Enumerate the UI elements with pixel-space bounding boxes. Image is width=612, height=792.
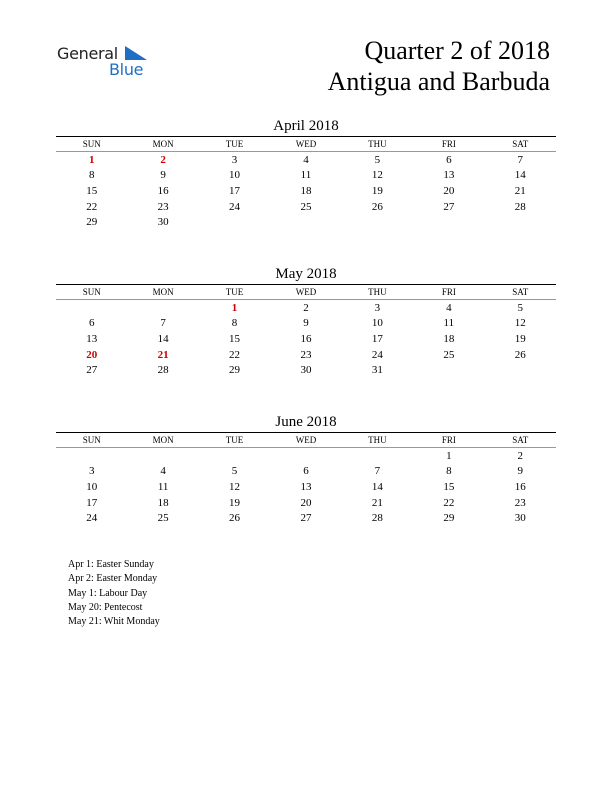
day-cell: 26 <box>514 348 526 361</box>
weekday-header: SUN <box>82 435 101 445</box>
day-cell: 12 <box>229 480 241 493</box>
day-cell: 21 <box>371 496 383 509</box>
day-cell: 27 <box>443 200 455 213</box>
day-cell: 24 <box>371 348 383 361</box>
day-cell: 27 <box>86 364 98 377</box>
week-row <box>56 168 556 184</box>
day-cell: 29 <box>443 512 455 525</box>
holiday-item: May 21: Whit Monday <box>68 616 160 628</box>
day-cell: 10 <box>229 169 241 182</box>
day-cell <box>485 362 556 378</box>
calendar-grid <box>56 137 556 230</box>
day-cell <box>56 448 127 464</box>
day-cell: 9 <box>517 465 524 478</box>
day-cell: 9 <box>303 317 309 330</box>
day-cell: 2 <box>160 153 166 166</box>
day-cell: 23 <box>157 200 169 213</box>
month-calendar-may <box>56 265 556 378</box>
day-cell <box>56 300 127 316</box>
day-cell: 17 <box>371 332 383 345</box>
day-cell: 7 <box>374 465 381 478</box>
day-cell: 3 <box>88 465 95 478</box>
week-row <box>56 199 556 215</box>
month-name: June 2018 <box>275 414 337 430</box>
day-cell: 22 <box>229 348 241 361</box>
weekday-header: TUE <box>225 435 244 445</box>
day-cell <box>270 448 341 464</box>
weekday-header: SUN <box>82 139 101 149</box>
weekday-header: FRI <box>441 287 456 297</box>
day-cell: 5 <box>231 465 238 478</box>
weekday-header: SAT <box>512 435 529 445</box>
day-cell: 13 <box>86 332 98 345</box>
day-cell: 24 <box>86 512 98 525</box>
day-cell: 15 <box>229 332 241 345</box>
day-cell: 19 <box>514 332 526 345</box>
day-cell: 19 <box>371 184 383 197</box>
day-cell: 10 <box>371 317 383 330</box>
weekday-header: TUE <box>225 287 244 297</box>
day-cell: 4 <box>303 153 309 166</box>
week-row <box>56 183 556 199</box>
month-calendar-june <box>56 413 556 526</box>
day-cell: 29 <box>229 364 241 377</box>
day-cell: 5 <box>374 153 381 166</box>
page-subtitle: Antigua and Barbuda <box>327 67 550 96</box>
day-cell: 30 <box>300 364 312 377</box>
day-cell: 13 <box>443 169 455 182</box>
day-cell: 14 <box>157 332 169 345</box>
weekday-header: FRI <box>441 435 456 445</box>
weekday-header: TUE <box>225 139 244 149</box>
weekday-header: WED <box>295 139 317 149</box>
holiday-item: May 1: Labour Day <box>68 587 148 599</box>
logo-text-general: General <box>57 44 118 63</box>
day-cell: 8 <box>446 465 452 478</box>
week-row <box>56 510 556 526</box>
day-cell: 7 <box>517 153 524 166</box>
holiday-item: Apr 1: Easter Sunday <box>68 559 154 570</box>
day-cell: 30 <box>514 512 526 525</box>
weekday-header: MON <box>152 435 174 445</box>
day-cell: 18 <box>300 184 312 197</box>
day-cell: 30 <box>157 216 169 229</box>
week-row <box>56 316 556 332</box>
day-cell <box>127 448 198 464</box>
day-cell: 18 <box>157 496 169 509</box>
day-cell: 11 <box>443 317 455 330</box>
day-cell: 13 <box>300 480 312 493</box>
day-cell: 20 <box>443 184 455 197</box>
week-row <box>56 300 556 316</box>
weekday-header: WED <box>295 435 317 445</box>
day-cell: 27 <box>300 512 312 525</box>
day-cell: 9 <box>160 169 166 182</box>
week-row <box>56 362 556 378</box>
calendar-grid <box>56 285 556 378</box>
day-cell: 22 <box>443 496 455 509</box>
day-cell: 8 <box>88 169 95 182</box>
day-cell: 4 <box>446 301 452 314</box>
day-cell: 28 <box>371 512 383 525</box>
day-cell <box>127 300 198 316</box>
month-name: May 2018 <box>275 266 337 282</box>
logo-text-blue: Blue <box>109 60 144 79</box>
weekday-header: MON <box>152 287 174 297</box>
weekday-header-row <box>56 137 556 152</box>
day-cell <box>199 448 270 464</box>
day-cell: 21 <box>157 348 169 361</box>
weekday-header: THU <box>368 435 387 445</box>
day-cell: 21 <box>514 184 526 197</box>
week-row <box>56 448 556 464</box>
day-cell: 7 <box>160 317 166 330</box>
day-cell: 1 <box>446 449 452 462</box>
holiday-item: Apr 2: Easter Monday <box>68 573 158 585</box>
weekday-header: FRI <box>441 139 456 149</box>
day-cell: 12 <box>514 317 526 330</box>
day-cell: 3 <box>374 301 381 314</box>
day-cell: 15 <box>86 184 98 197</box>
day-cell: 6 <box>446 153 452 166</box>
day-cell: 14 <box>514 169 526 182</box>
day-cell: 23 <box>300 348 312 361</box>
weekday-header-row <box>56 433 556 448</box>
day-cell: 16 <box>514 480 526 493</box>
day-cell: 26 <box>371 200 383 213</box>
week-row <box>56 152 556 168</box>
logo-flag-icon <box>125 46 147 60</box>
day-cell: 8 <box>231 317 238 330</box>
month-name: April 2018 <box>273 118 339 134</box>
week-row <box>56 214 556 230</box>
day-cell: 15 <box>443 480 455 493</box>
day-cell: 25 <box>443 348 455 361</box>
day-cell: 17 <box>86 496 98 509</box>
weekday-header: SAT <box>512 139 529 149</box>
day-cell: 1 <box>231 301 238 314</box>
day-cell: 14 <box>371 480 383 493</box>
week-row <box>56 347 556 363</box>
day-cell: 20 <box>86 348 98 361</box>
day-cell: 24 <box>229 200 241 213</box>
day-cell: 16 <box>157 184 169 197</box>
day-cell: 2 <box>303 301 309 314</box>
weekday-header: WED <box>295 287 317 297</box>
day-cell: 19 <box>229 496 241 509</box>
day-cell: 16 <box>300 332 312 345</box>
day-cell <box>413 362 484 378</box>
calendar-grid <box>56 433 556 526</box>
week-row <box>56 331 556 347</box>
weekday-header-row <box>56 285 556 300</box>
day-cell: 5 <box>517 301 524 314</box>
day-cell <box>485 214 556 230</box>
day-cell: 6 <box>303 465 309 478</box>
day-cell: 26 <box>229 512 241 525</box>
week-row <box>56 495 556 511</box>
day-cell: 22 <box>86 200 98 213</box>
day-cell: 11 <box>157 480 169 493</box>
day-cell: 2 <box>517 449 524 462</box>
day-cell <box>199 214 270 230</box>
week-row <box>56 479 556 495</box>
weekday-header: MON <box>152 139 174 149</box>
day-cell <box>342 448 413 464</box>
day-cell: 12 <box>371 169 383 182</box>
day-cell: 23 <box>514 496 526 509</box>
day-cell <box>270 214 341 230</box>
day-cell <box>342 214 413 230</box>
weekday-header: SUN <box>82 287 101 297</box>
generalblue-logo <box>57 44 152 80</box>
holiday-list <box>68 558 160 629</box>
holiday-item: May 20: Pentecost <box>68 601 143 613</box>
day-cell: 20 <box>300 496 312 509</box>
day-cell: 18 <box>443 332 455 345</box>
day-cell: 25 <box>157 512 169 525</box>
day-cell: 4 <box>160 465 166 478</box>
day-cell: 11 <box>300 169 312 182</box>
day-cell: 28 <box>157 364 169 377</box>
day-cell <box>413 214 484 230</box>
day-cell: 1 <box>88 153 95 166</box>
weekday-header: SAT <box>512 287 529 297</box>
day-cell: 17 <box>229 184 241 197</box>
day-cell: 25 <box>300 200 312 213</box>
month-calendar-april <box>56 117 556 230</box>
day-cell: 3 <box>231 153 238 166</box>
page-title: Quarter 2 of 2018 <box>364 36 550 65</box>
weekday-header: THU <box>368 287 387 297</box>
weekday-header: THU <box>368 139 387 149</box>
week-row <box>56 464 556 480</box>
day-cell: 28 <box>514 200 526 213</box>
day-cell: 6 <box>88 317 95 330</box>
day-cell: 29 <box>86 216 98 229</box>
day-cell: 31 <box>371 364 383 377</box>
day-cell: 10 <box>86 480 98 493</box>
